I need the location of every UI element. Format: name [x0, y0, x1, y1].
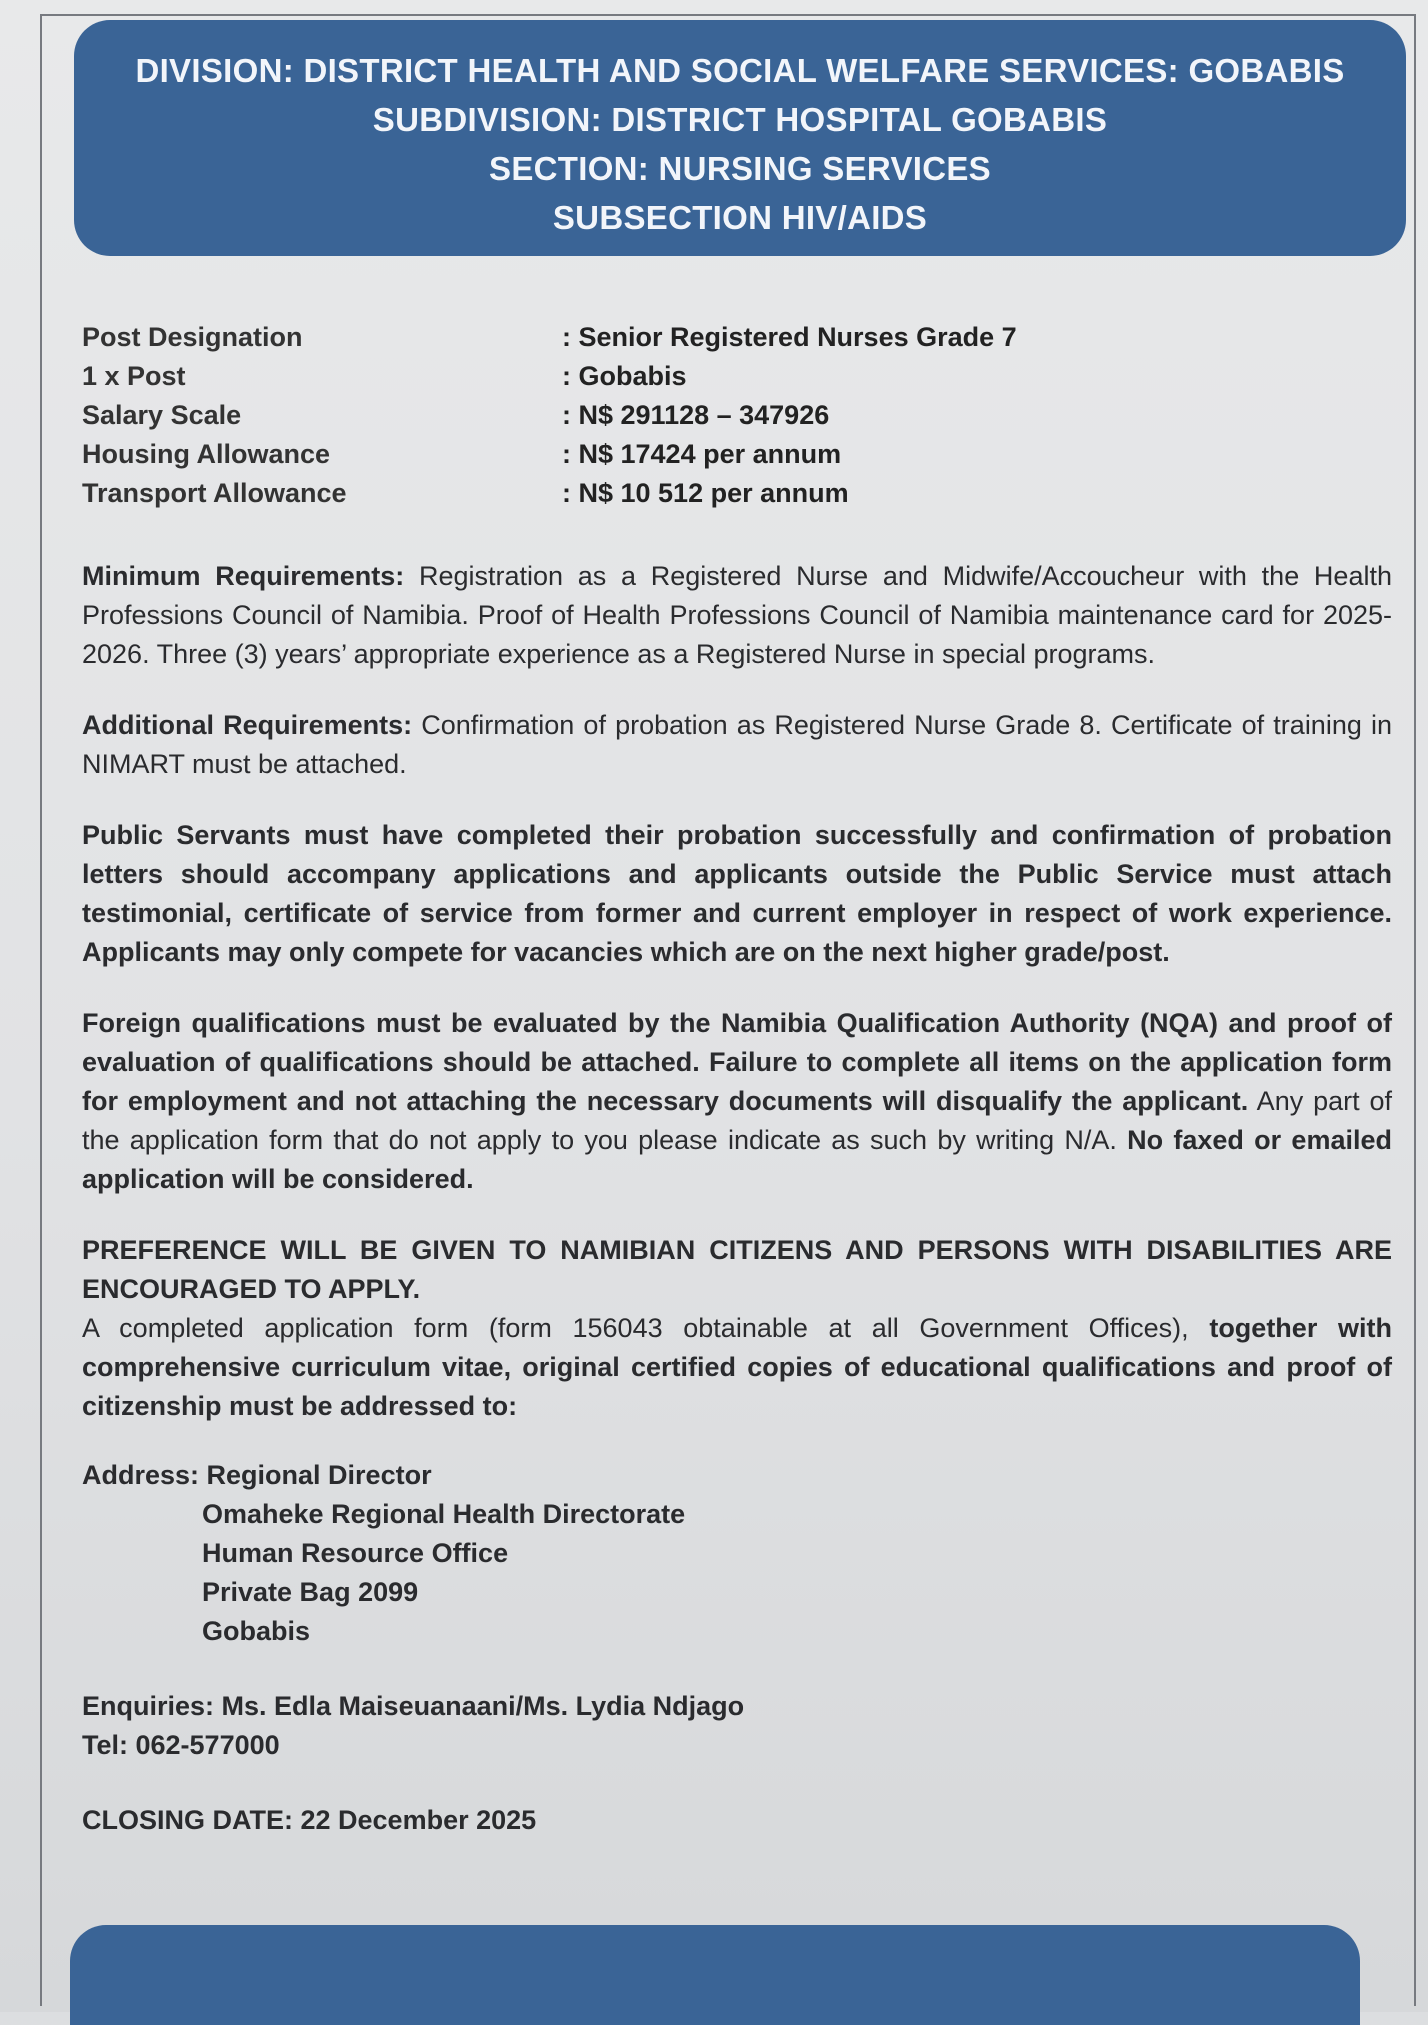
minimum-requirements-text: Registration as a Registered Nurse and Midwife/Accoucheur with the Health Professions Council of Namibia. Proof of Health Professions Council of Namibia maintenance card for 2025-2026. Three (3) years’ appropriate experience as a Registered Nurse in special programs. — [82, 561, 1392, 669]
advert-body — [82, 318, 1392, 1840]
address-line: Private Bag 2099 — [202, 1577, 419, 1607]
preference-heading: PREFERENCE WILL BE GIVEN TO NAMIBIAN CITIZENS AND PERSONS WITH DISABILITIES ARE ENCOURAGED TO APPLY. — [82, 1235, 1392, 1304]
foreign-qualifications-notice — [82, 1004, 1392, 1199]
detail-label: Salary Scale — [82, 400, 242, 430]
detail-label: 1 x Post — [82, 361, 186, 391]
telephone: Tel: 062-577000 — [82, 1730, 280, 1760]
enquiries-contact: Enquiries: Ms. Edla Maiseuanaani/Ms. Lydia Ndjago — [82, 1691, 745, 1721]
subdivision-heading: SUBDIVISION: DISTRICT HOSPITAL GOBABIS — [372, 101, 1108, 138]
address-block — [82, 1456, 1392, 1651]
detail-value: : Gobabis — [562, 361, 687, 391]
detail-value: : N$ 17424 per annum — [562, 439, 842, 469]
header-banner — [74, 20, 1406, 256]
post-details — [82, 318, 1392, 513]
section-heading: SECTION: NURSING SERVICES — [489, 150, 991, 187]
detail-value: : N$ 291128 – 347926 — [562, 400, 830, 430]
application-normal-text: A completed application form (form 156043 obtainable at all Government Offices), — [82, 1313, 1210, 1343]
address-line: Omaheke Regional Health Directorate — [202, 1499, 686, 1529]
footer-banner — [70, 1925, 1360, 2025]
address-line: Human Resource Office — [202, 1538, 509, 1568]
detail-value: : Senior Registered Nurses Grade 7 — [562, 322, 1017, 352]
minimum-requirements-label: Minimum Requirements: — [82, 561, 405, 591]
additional-requirements — [82, 706, 1392, 784]
additional-requirements-text: Confirmation of probation as Registered Nurse Grade 8. Certificate of training in NIMART must be attached. — [82, 710, 1392, 779]
detail-label: Housing Allowance — [82, 439, 331, 469]
subsection-heading: SUBSECTION HIV/AIDS — [552, 199, 928, 236]
closing-date: CLOSING DATE: 22 December 2025 — [82, 1805, 537, 1835]
minimum-requirements — [82, 557, 1392, 674]
application-instructions — [82, 1309, 1392, 1426]
enquiries-block — [82, 1687, 1392, 1765]
foreign-normal-text: Any part of the application form that do not apply to you please indicate as such by writing N/A. — [82, 1086, 1392, 1155]
additional-requirements-label: Additional Requirements: — [82, 710, 413, 740]
application-bold-text: together with comprehensive curriculum vitae, original certified copies of educational qualifications and proof of citizenship must be addressed to: — [82, 1313, 1392, 1421]
address-first-line: Address: Regional Director — [82, 1460, 432, 1490]
no-fax-text: No faxed or emailed application will be considered. — [82, 1125, 1392, 1194]
division-heading: DIVISION: DISTRICT HEALTH AND SOCIAL WELFARE SERVICES: GOBABIS — [135, 52, 1345, 89]
detail-label: Post Designation — [82, 322, 303, 352]
foreign-bold-text: Foreign qualifications must be evaluated by the Namibia Qualification Authority (NQA) and proof of evaluation of qualifications should be attached. Failure to complete all items on the application form for employment and not attaching the necessary documents will disqualify the applicant. — [82, 1008, 1392, 1116]
public-servants-notice: Public Servants must have completed their probation successfully and confirmation of probation letters should accompany applications and applicants outside the Public Service must attach testimonial, certificate of service from former and current employer in respect of work experience. Applicants may only compete for vacancies which are on the next higher grade/post. — [82, 820, 1392, 967]
detail-value: : N$ 10 512 per annum — [562, 478, 849, 508]
detail-label: Transport Allowance — [82, 478, 347, 508]
address-line: Gobabis — [202, 1616, 311, 1646]
